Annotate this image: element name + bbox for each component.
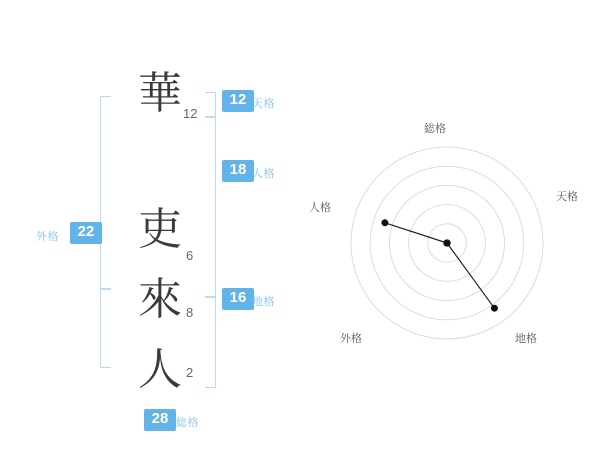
kanji-char-4: 人 bbox=[138, 344, 182, 395]
stroke-count-1: 12 bbox=[183, 106, 198, 121]
axis-label-tenkaku: 天格 bbox=[556, 190, 578, 203]
bracket-tenkaku bbox=[205, 92, 216, 118]
radar-chart-svg bbox=[300, 0, 600, 470]
score-label-soukaku: 総格 bbox=[176, 416, 199, 429]
bracket-gaikaku-lower bbox=[100, 288, 111, 368]
score-badge-chikaku: 16 bbox=[222, 288, 254, 310]
score-badge-jinkaku: 18 bbox=[222, 160, 254, 182]
score-label-gaikaku: 外格 bbox=[36, 230, 59, 243]
stroke-count-2: 6 bbox=[186, 248, 194, 263]
kanji-char-2: 吏 bbox=[138, 204, 182, 255]
kanji-char-1: 華 bbox=[138, 68, 182, 119]
kanji-char-3: 來 bbox=[138, 274, 182, 325]
score-label-jinkaku: 人格 bbox=[252, 167, 275, 180]
axis-label-chikaku: 地格 bbox=[515, 332, 537, 345]
bracket-jinkaku bbox=[205, 116, 216, 298]
name-analysis-panel bbox=[0, 0, 300, 470]
score-label-tenkaku: 天格 bbox=[252, 97, 275, 110]
score-badge-gaikaku: 22 bbox=[70, 222, 102, 244]
axis-label-jinkaku: 人格 bbox=[309, 201, 331, 214]
score-badge-soukaku: 28 bbox=[144, 409, 176, 431]
bracket-gaikaku-upper bbox=[100, 96, 111, 290]
stroke-count-3: 8 bbox=[186, 305, 194, 320]
axis-label-soukaku: 総格 bbox=[424, 122, 446, 135]
bracket-chikaku bbox=[205, 296, 216, 388]
score-label-chikaku: 地格 bbox=[252, 295, 275, 308]
radar-data-point bbox=[491, 305, 498, 312]
radar-data-point bbox=[381, 219, 388, 226]
radar-data-point bbox=[444, 240, 451, 247]
axis-label-gaikaku: 外格 bbox=[340, 332, 362, 345]
stroke-count-4: 2 bbox=[186, 365, 194, 380]
radar-chart-panel bbox=[300, 0, 600, 470]
score-badge-tenkaku: 12 bbox=[222, 90, 254, 112]
